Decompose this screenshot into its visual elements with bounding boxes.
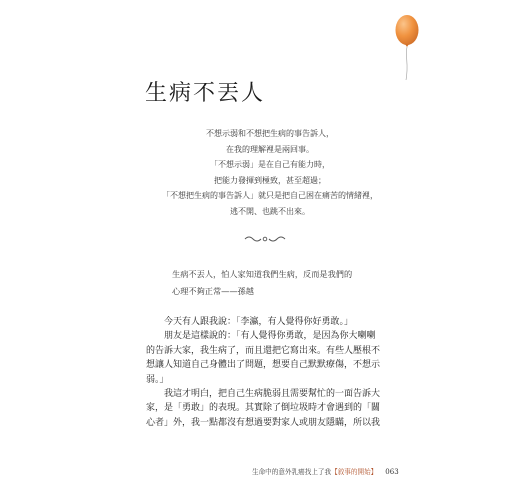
poem-line: 「不想示弱」是在自己有能力時， <box>210 160 330 170</box>
poem-line: 在我的理解裡是兩回事。 <box>226 144 314 154</box>
section-tag: 【敘事的開始】 <box>331 468 378 476</box>
text-line: 弱。」 <box>146 374 169 385</box>
poem-line: 逃不開、也跳不出來。 <box>230 206 310 216</box>
book-title: 生命中的意外乳癌找上了我 <box>252 468 332 476</box>
paragraph <box>146 387 389 430</box>
poem-line: 不想示弱和不想把生病的事告訴人， <box>206 129 334 138</box>
body-text <box>146 315 389 430</box>
text-line: 今天有人跟我說：「李瀛，有人覺得你好勇敢。」 <box>164 317 354 327</box>
paragraph <box>146 315 389 329</box>
poem-line: 「不想把生病的事告訴人」就只是把自己困在痛苦的情緒裡， <box>162 191 378 201</box>
balloon-icon <box>392 12 422 82</box>
quote-line: 心理不夠正常——孫越 <box>172 285 254 296</box>
quote-block <box>172 266 392 299</box>
quote-line: 生病不丟人，怕人家知道我們生病，反而是我們的 <box>172 269 353 279</box>
text-line: 心者」外，我一點都沒有想過要對家人或朋友隱瞞，所以我 <box>146 417 381 428</box>
poem-line: 把能力發揮到極致，甚至超過； <box>214 175 326 185</box>
text-line: 想讓人知道自己身體出了問題，想要自己默默療傷，不想示 <box>146 360 381 371</box>
text-line: 家，是「勇敢」的表現。其實除了倒垃圾時才會遇到的「關 <box>146 403 381 414</box>
chapter-title: 生病不丟人 <box>145 81 266 106</box>
divider-ornament <box>244 234 286 244</box>
text-line: 我這才明白，把自己生病脆弱且需要幫忙的一面告訴大 <box>164 389 381 400</box>
text-line: 的告訴大家，我生病了，而且還把它寫出來。有些人壓根不 <box>146 345 381 356</box>
epigraph-poem <box>150 126 390 220</box>
text-line: 朋友是這樣說的：「有人覺得你勇敢，是因為你大喇喇 <box>164 331 376 342</box>
page-footer <box>252 466 432 476</box>
paragraph <box>146 329 389 387</box>
page-number: 063 <box>385 468 399 476</box>
